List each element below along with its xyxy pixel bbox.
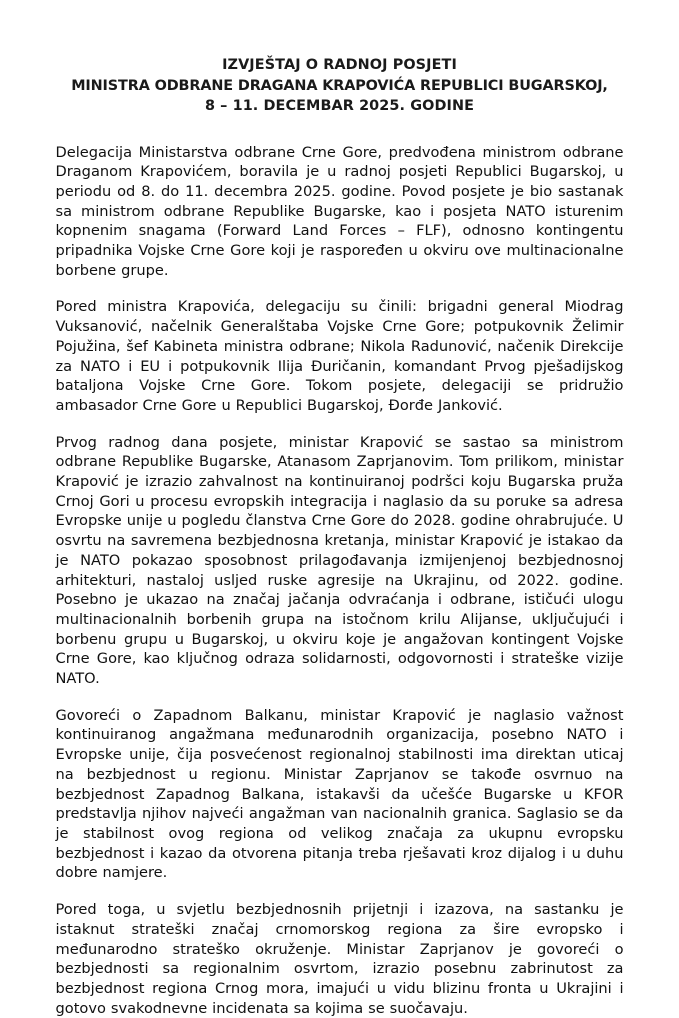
document-body <box>56 117 624 1018</box>
page-title <box>0 0 679 117</box>
paragraph-2: Pored ministra Krapovića, delegaciju su činili: brigadni general Miodrag Vuksanović, načelnik Generalštaba Vojske Crne Gore; potpukovnik Želimir Pojužina, šef Kabineta ministra odbrane; Nikola Radunović, načenik Direkcije za NATO i EU i potpukovnik Ilija Đuričanin, komandant Prvog pješadijskog bataljona Vojske Crne Gore. Tokom posjete, delegaciji se pridružio ambasador Crne Gore u Republici Bugarskoj, Đorđe Janković. <box>56 297 624 415</box>
title-line-2: MINISTRA ODBRANE DRAGANA KRAPOVIĆA REPUBLICI BUGARSKOJ, <box>0 76 679 97</box>
paragraph-5: Pored toga, u svjetlu bezbjednosnih prijetnji i izazova, na sastanku je istaknut strateški značaj crnomorskog regiona za šire evropsko i međunarodno strateško okruženje. Ministar Zaprjanov je govoreći o bezbjednosti sa regionalnim osvrtom, izrazio posebnu zabrinutost za bezbjednost regiona Crnog mora, imajući u vidu blizinu fronta u Ukrajini i gotovo svakodnevne incidenata sa kojima se suočavaju. <box>56 900 624 1018</box>
title-line-1: IZVJEŠTAJ O RADNOJ POSJETI <box>0 55 679 76</box>
paragraph-3: Prvog radnog dana posjete, ministar Krapović se sastao sa ministrom odbrane Republike Bugarske, Atanasom Zaprjanovim. Tom prilikom, ministar Krapović je izrazio zahvalnost na kontinuiranoj podršci koju Bugarska pruža Crnoj Gori u procesu evropskih integracija i naglasio da su poruke sa adresa Evropske unije u pogledu članstva Crne Gore do 2028. godine ohrabrujuće. U osvrtu na savremena bezbjednosna kretanja, ministar Krapović je istakao da je NATO pokazao sposobnost prilagođavanja izmijenjenoj bezbjednosnoj arhitekturi, nastaloj usljed ruske agresije na Ukrajinu, od 2022. godine. Posebno je ukazao na značaj jačanja odvraćanja i odbrane, ističući ulogu multinacionalnih borbenih grupa na istočnom krilu Alijanse, uključujući i borbenu grupu u Bugarskoj, u okviru koje je angažovan kontingent Vojske Crne Gore, kao ključnog odraza solidarnosti, odgovornosti i strateške vizije NATO. <box>56 433 624 689</box>
paragraph-4: Govoreći o Zapadnom Balkanu, ministar Krapović je naglasio važnost kontinuiranog angažmana međunarodnih organizacija, posebno NATO i Evropske unije, čija posvećenost regionalnoj stabilnosti ima direktan uticaj na bezbjednost u regionu. Ministar Zaprjanov se takođe osvrnuo na bezbjednost Zapadnog Balkana, istakavši da učešće Bugarske u KFOR predstavlja njihov najveći angažman van nacionalnih granica. Saglasio se da je stabilnost ovog regiona od velikog značaja za ukupnu evropsku bezbjednost i kazao da otvorena pitanja treba rješavati kroz dijalog i u duhu dobre namjere. <box>56 706 624 883</box>
paragraph-1: Delegacija Ministarstva odbrane Crne Gore, predvođena ministrom odbrane Draganom Krapovićem, boravila je u radnoj posjeti Republici Bugarskoj, u periodu od 8. do 11. decembra 2025. godine. Povod posjete je bio sastanak sa ministrom odbrane Republike Bugarske, kao i posjeta NATO isturenim kopnenim snagama (Forward Land Forces – FLF), odnosno kontingentu pripadnika Vojske Crne Gore koji je raspoređen u okviru ove multinacionalne borbene grupe. <box>56 143 624 281</box>
title-line-3: 8 – 11. DECEMBAR 2025. GODINE <box>0 96 679 117</box>
